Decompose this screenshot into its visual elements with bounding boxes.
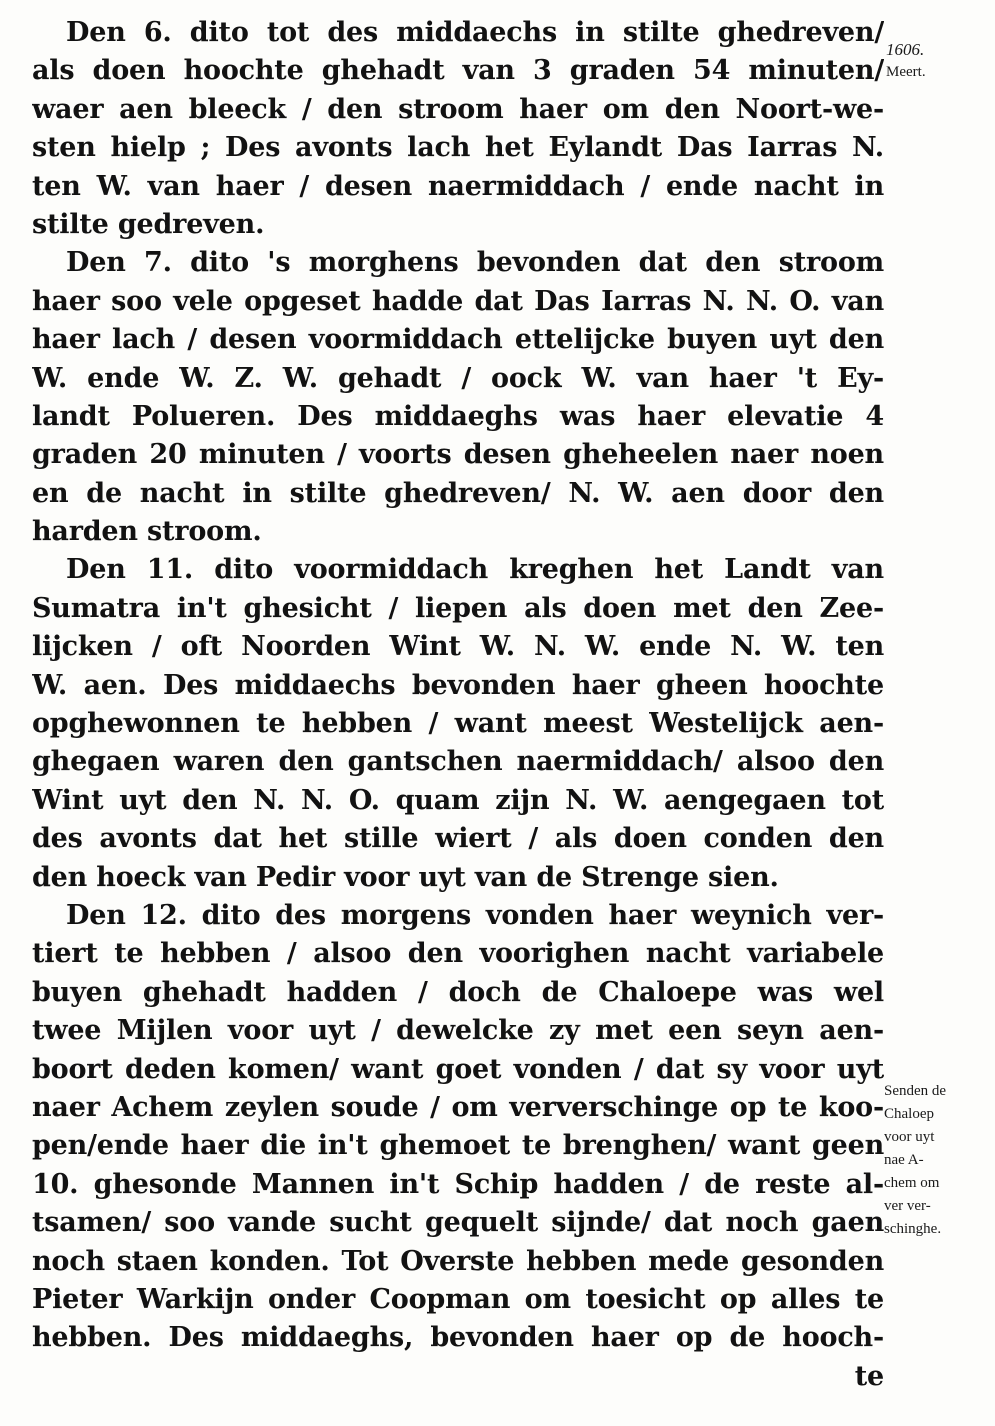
text-line: Sumatra in't ghesicht / liepen als doen met den Zee- [32, 592, 884, 624]
text-line: stilte gedreven. [32, 208, 265, 240]
margin-note-line: Chaloep [884, 1106, 934, 1122]
body-text [32, 14, 884, 1396]
text-line: ten W. van haer / desen naermiddach / ende nacht in [32, 170, 884, 202]
margin-note-chaloep [884, 1080, 946, 1241]
text-line: Wint uyt den N. N. O. quam zijn N. W. aengegaen tot [32, 784, 884, 816]
text-line: buyen ghehadt hadden / doch de Chaloepe was wel [32, 976, 884, 1008]
text-line: Den 11. dito voormiddach kreghen het Landt van [66, 554, 884, 586]
text-line: W. ende W. Z. W. gehadt / oock W. van haer 't Ey- [32, 362, 884, 394]
margin-note-line: 1606. [886, 40, 925, 59]
text-line: Pieter Warkijn onder Coopman om toesicht op alles te [32, 1283, 884, 1315]
text-line: des avonts dat het stille wiert / als doen conden den [32, 823, 884, 855]
margin-note-line: schinghe. [884, 1221, 942, 1237]
text-line: haer lach / desen voormiddach ettelijcke buyen uyt den [32, 324, 884, 356]
text-line: twee Mijlen voor uyt / dewelcke zy met een seyn aen- [32, 1015, 884, 1047]
text-line: lijcken / oft Noorden Wint W. N. W. ende N. W. ten [32, 631, 884, 663]
catchword: te [854, 1360, 884, 1392]
text-line: tiert te hebben / alsoo den voorighen nacht variabele [32, 938, 884, 970]
text-line: Den 12. dito des morgens vonden haer weynich ver- [66, 899, 884, 931]
text-line: sten hielp ; Des avonts lach het Eylandt Das Iarras N. [32, 132, 884, 164]
text-line: harden stroom. [32, 516, 262, 548]
text-line: boort deden komen/ want goet vonden / dat sy voor uyt [32, 1053, 884, 1085]
text-line: noch staen konden. Tot Overste hebben mede gesonden [32, 1245, 884, 1277]
text-line: ghegaen waren den gantschen naermiddach/ alsoo den [32, 746, 884, 778]
text-line: haer soo vele opgeset hadde dat Das Iarras N. N. O. van [32, 285, 884, 317]
text-line: en de nacht in stilte ghedreven/ N. W. aen door den [32, 477, 884, 509]
margin-note-line: chem om [884, 1175, 940, 1191]
text-line: tsamen/ soo vande sucht gequelt sijnde/ dat noch gaen [32, 1207, 884, 1239]
text-line: landt Polueren. Des middaeghs was haer elevatie 4 [32, 400, 884, 432]
text-line: 10. ghesonde Mannen in't Schip hadden / de reste al- [32, 1168, 884, 1200]
margin-note-line: ver ver- [884, 1198, 931, 1214]
text-line: waer aen bleeck / den stroom haer om den Noort-we- [32, 93, 884, 125]
text-line: naer Achem zeylen soude / om ververschinge op te koo- [32, 1091, 884, 1123]
text-line: opghewonnen te hebben / want meest Westelijck aen- [32, 708, 884, 740]
margin-note-line: nae A- [884, 1152, 924, 1168]
text-line: graden 20 minuten / voorts desen gheheelen naer noen [32, 439, 884, 471]
text-line: den hoeck van Pedir voor uyt van de Strenge sien. [32, 861, 779, 893]
margin-note-date [886, 38, 926, 84]
text-line: W. aen. Des middaechs bevonden haer gheen hoochte [32, 669, 884, 701]
margin-note-line: Senden de [884, 1083, 947, 1099]
text-line: Den 7. dito 's morghens bevonden dat den stroom [66, 247, 884, 279]
margin-note-line: Meert. [886, 64, 926, 80]
text-line: Den 6. dito tot des middaechs in stilte ghedreven/ [66, 17, 884, 48]
text-line: pen/ende haer die in't ghemoet te brenghen/ want geen [32, 1130, 884, 1162]
text-line: hebben. Des middaeghs, bevonden haer op de hooch- [32, 1322, 884, 1354]
text-line: als doen hoochte ghehadt van 3 graden 54 minuten/ [32, 55, 884, 87]
margin-note-line: voor uyt [884, 1129, 935, 1145]
